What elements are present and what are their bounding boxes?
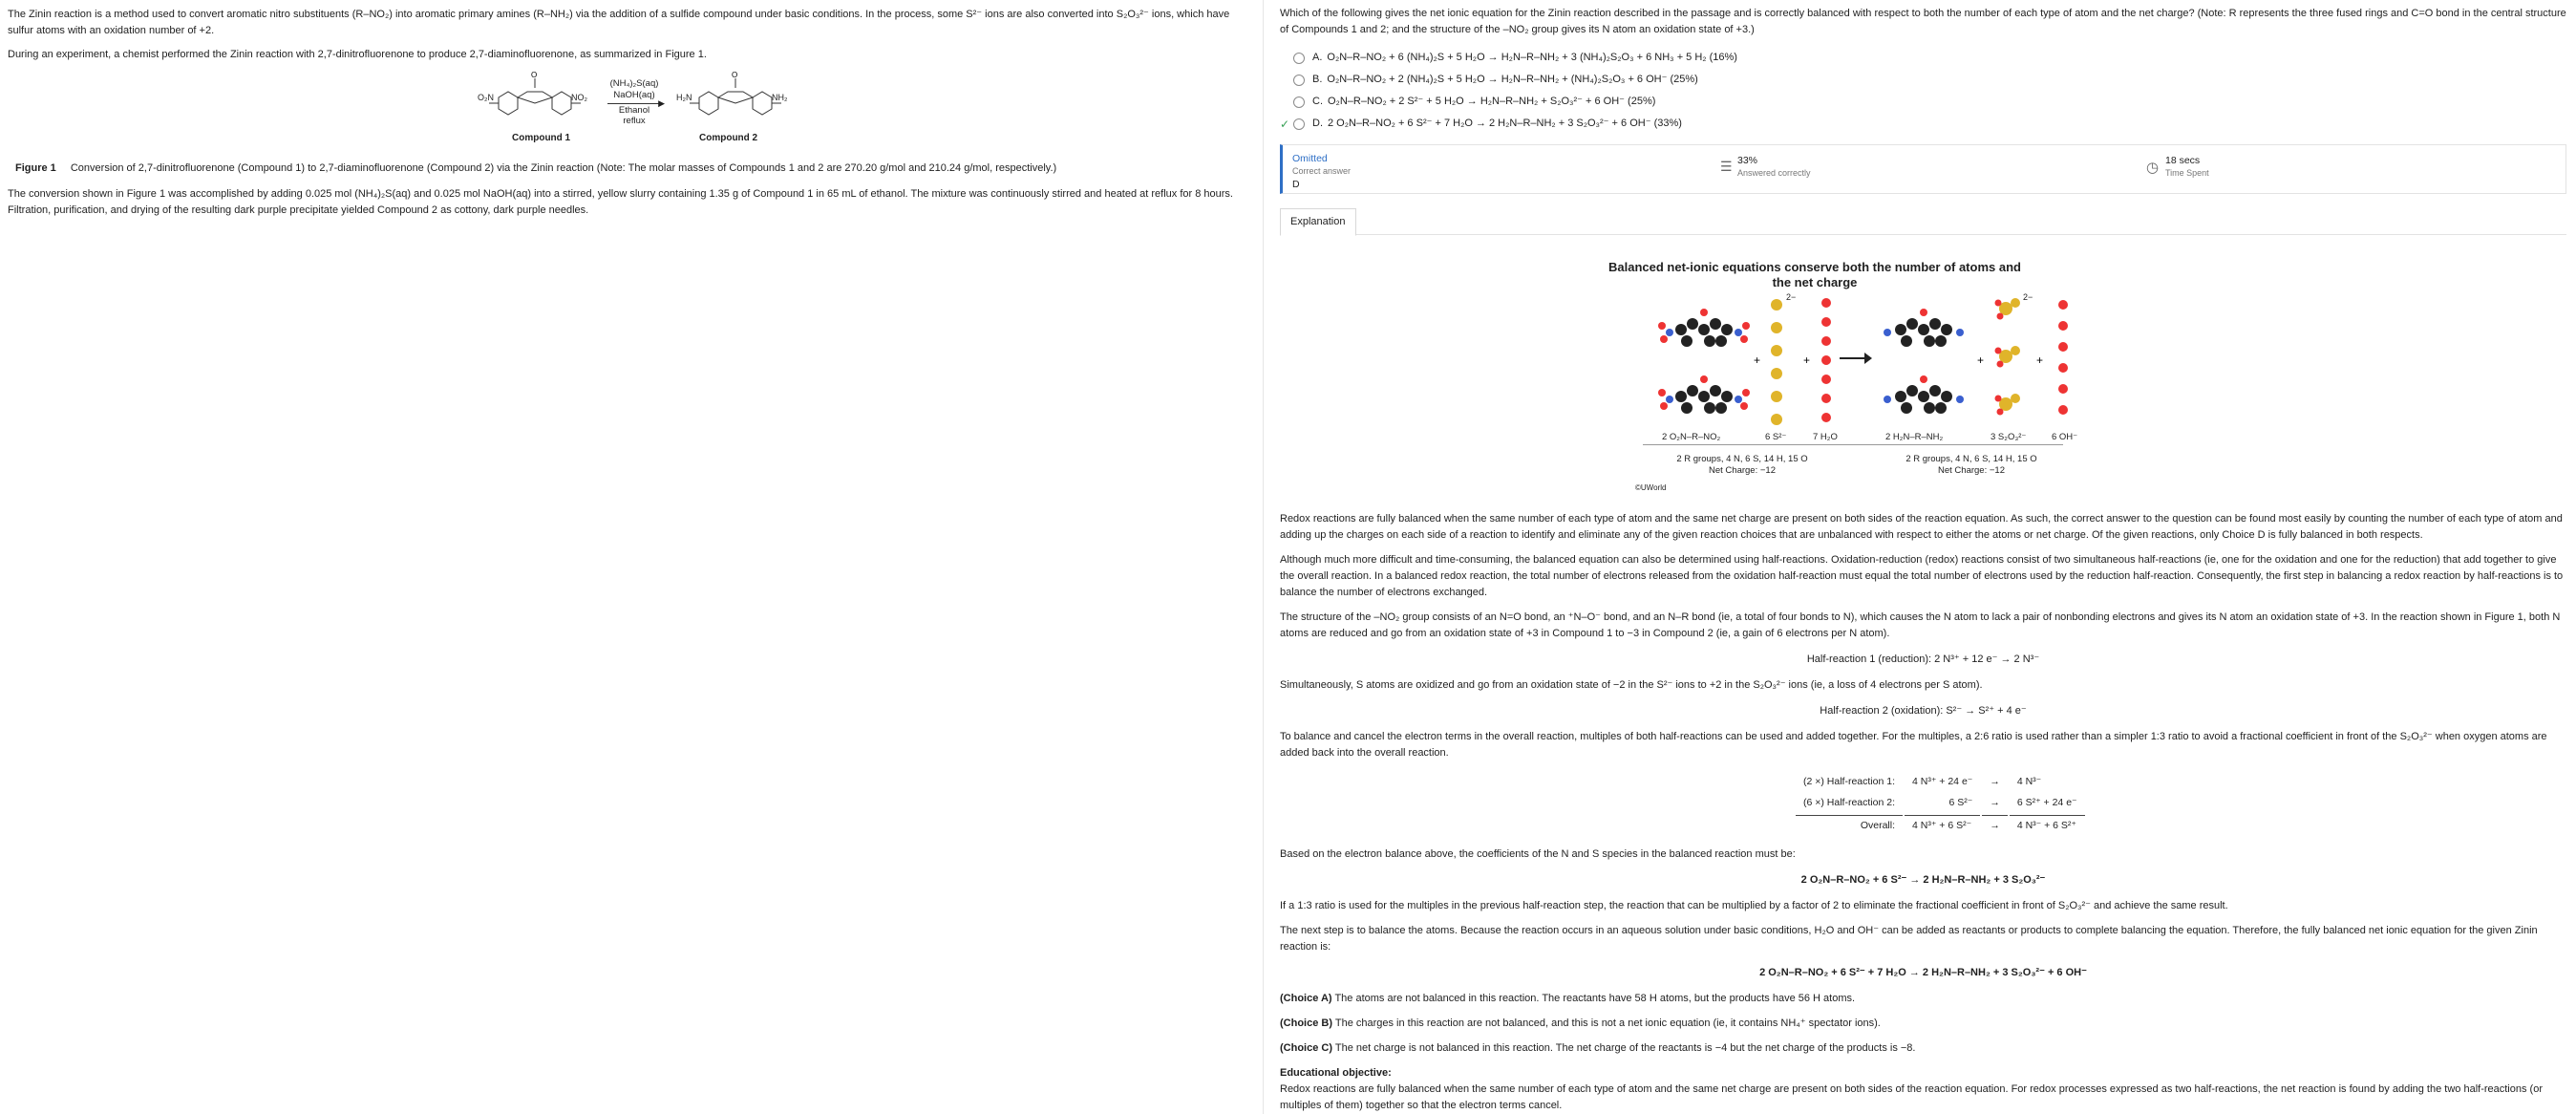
educational-objective-label: Educational objective: <box>1280 1067 1392 1080</box>
reactant-molecules <box>1675 318 1733 414</box>
product-formula: 2 H₂N–R–NH₂ <box>1885 431 1944 442</box>
figure-label: Figure 1 <box>15 162 56 175</box>
row3-arrow: → <box>1982 815 2008 835</box>
passage-paragraph-1: The Zinin reaction is a method used to convert aromatic nitro substituents (R–NO₂) into aromatic primary amines (R–NH₂) via the addition of a sulfide compound under basic conditions. In the process, some S²⁻ ions are also converted into S₂O₃²⁻ ions, which have sulfur atoms with an oxidation number of +2. <box>8 9 1230 37</box>
equation-1: 2 O₂N–R–NO₂ + 6 S²⁻ → 2 H₂N–R–NH₂ + 3 S₂O₃²⁻ <box>1800 874 2046 886</box>
table-row <box>1796 772 2085 791</box>
svg-text:+: + <box>2036 353 2044 367</box>
choice-c-reason: The net charge is not balanced in this reaction. The net charge of the reactants is −4 but the net charge of the products is −8. <box>1334 1042 1916 1055</box>
answer-stats-bar <box>1280 144 2566 194</box>
explanation-paragraph-7: If a 1:3 ratio is used for the multiples in the previous half-reaction step, the reaction that can be multiplied by a factor of 2 to eliminate the fractional coefficient in front of S₂O₃²⁻ and achieve the same result. <box>1280 900 2228 912</box>
correct-answer-label: Correct answer <box>1292 166 1352 177</box>
choice-a-text: O₂N–R–NO₂ + 6 (NH₄)₂S + 5 H₂O → H₂N–R–NH₂ + 3 (NH₄)₂S₂O₃ + 6 NH₃ + 5 H₂ (16%) <box>1327 52 1737 64</box>
question-pane <box>1280 0 2566 1114</box>
sulfide-ions <box>1771 299 1782 425</box>
percent-correct: 33% <box>1737 155 1758 167</box>
compound-1-right-group: NO₂ <box>571 93 587 103</box>
hydroxide-label: 6 OH⁻ <box>2052 431 2078 442</box>
choice-b-text: O₂N–R–NO₂ + 2 (NH₄)₂S + 5 H₂O → H₂N–R–NH₂ + (NH₄)₂S₂O₃ + 6 OH⁻ (25%) <box>1327 74 1698 86</box>
table-row <box>1796 793 2085 812</box>
choice-b-explanation <box>1280 1016 2566 1032</box>
choice-a-reason: The atoms are not balanced in this reaction. The reactants have 58 H atoms, but the products have 56 H atoms. <box>1334 993 1856 1005</box>
svg-text:+: + <box>1803 353 1811 367</box>
reaction-conditions <box>607 78 665 127</box>
condition: reflux <box>623 116 646 127</box>
row1-right: 4 N³⁻ <box>2016 776 2042 788</box>
table-row <box>1796 815 2085 835</box>
reactant-atom-count: 2 R groups, 4 N, 6 S, 14 H, 15 O <box>1676 453 1808 464</box>
passage-paragraph-2: During an experiment, a chemist performed the Zinin reaction with 2,7-dinitrofluorenone to produce 2,7-diaminofluorenone, as summarized in Figure 1. <box>8 49 707 61</box>
educational-objective-text: Redox reactions are fully balanced when the same number of each type of atom and the same net charge are present on both sides of the reaction equation. For redox processes expressed as two half-reactions, the net reaction is found by adding the two half-reactions (or multiples of them) together so that the electron terms cancel. <box>1280 1083 2543 1112</box>
explanation-paragraph-5: To balance and cancel the electron terms in the overall reaction, multiples of both half-reactions can be used and added together. For the multiples, a 2:6 ratio is used rather than a simpler 1:3 ratio to avoid a fractional coefficient in front of the S₂O₃²⁻ when oxygen atoms are added back into the overall reaction. <box>1280 731 2547 760</box>
reagent-2: NaOH(aq) <box>613 89 655 100</box>
question-stem: Which of the following gives the net ionic equation for the Zinin reaction described in the passage and is correctly balanced with respect to both the number of each type of atom and the net charge? (Note: R represents the three fused rings and C=O bond in the central structure of Compounds 1 and 2; and the structure of the –NO₂ group gives its N atom an oxidation state of +3.) <box>1280 8 2566 36</box>
compound-2-left-group: H₂N <box>676 93 692 103</box>
row2-right: 6 S²⁺ + 24 e⁻ <box>2016 797 2077 809</box>
row1-arrow: → <box>1990 776 2000 788</box>
svg-text:+: + <box>1977 353 1985 367</box>
choice-b-radio[interactable] <box>1293 75 1305 86</box>
choice-c-text: O₂N–R–NO₂ + 2 S²⁻ + 5 H₂O → H₂N–R–NH₂ + S₂O₃²⁻ + 6 OH⁻ (25%) <box>1328 96 1656 108</box>
reaction-arrow: ▶ <box>607 103 661 104</box>
choice-b-reason: The charges in this reaction are not balanced, and this is not a net ionic equation (ie, it contains NH₄⁺ spectator ions). <box>1334 1018 1881 1030</box>
reactant-formula: 2 O₂N–R–NO₂ <box>1662 431 1721 442</box>
reagent-1: (NH₄)₂S(aq) <box>609 78 659 90</box>
row1-left: 4 N³⁺ + 24 e⁻ <box>1912 776 1973 788</box>
choice-d[interactable] <box>1280 113 2566 135</box>
compound-1-label: Compound 1 <box>512 133 571 144</box>
choice-a-letter: A. <box>1312 52 1323 64</box>
choice-a[interactable] <box>1293 47 2566 69</box>
row3-right: 4 N³⁻ + 6 S²⁺ <box>2010 815 2085 835</box>
solvent: Ethanol <box>618 104 650 116</box>
percent-label: Answered correctly <box>1737 168 1811 179</box>
choice-a-radio[interactable] <box>1293 53 1305 64</box>
status-omitted: Omitted <box>1292 153 1328 165</box>
choice-b-label: (Choice B) <box>1280 1018 1332 1030</box>
educational-objective <box>1280 1065 2566 1114</box>
bracket-line <box>1643 444 2063 445</box>
pane-divider[interactable] <box>1263 0 1264 1114</box>
explanation-paragraph-3: The structure of the –NO₂ group consists of an N=O bond, an ⁺N–O⁻ bond, and an N–R bond (ie, a total of four bonds to N), which causes the N atom to lack a pair of nonbonding electrons and gives its N atom an oxidation state of +3. In the reaction shown in Figure 1, both N atoms are reduced and go from an oxidation state of +3 in Compound 1 to −3 in Compound 2 (ie, a gain of 6 electrons per N atom). <box>1280 611 2561 639</box>
explanation-paragraph-4: Simultaneously, S atoms are oxidized and go from an oxidation state of −2 in the S²⁻ ions to +2 in the S₂O₃²⁻ ions (ie, a loss of 4 electrons per S atom). <box>1280 678 1983 691</box>
explanation-body <box>1280 235 2566 1114</box>
reactant-net-charge: Net Charge: −12 <box>1709 464 1776 476</box>
half-reaction-2: Half-reaction 2 (oxidation): S²⁻ → S²⁺ + 4 e⁻ <box>1820 705 2027 718</box>
choice-a-explanation <box>1280 991 2566 1007</box>
product-net-charge: Net Charge: −12 <box>1938 464 2005 476</box>
percent-block <box>1720 153 1811 179</box>
explanation-paragraph-2: Although much more difficult and time-consuming, the balanced equation can also be determined using half-reactions. Oxidation-reduction (redox) reactions consist of two simultaneous half-reactions (ie, one for the oxidation and one for the reduction) that add together to give the overall reaction. In a balanced redox reaction, the total number of electrons released from the oxidation half-reaction must equal the total number of electrons used by the reduction half-reaction. Consequently, the first step in balancing a redox reaction by half-reactions is to balance the number of electrons exchanged. <box>1280 553 2564 598</box>
equation-2: 2 O₂N–R–NO₂ + 6 S²⁻ + 7 H₂O → 2 H₂N–R–NH₂ + 3 S₂O₃²⁻ + 6 OH⁻ <box>1759 967 2087 979</box>
correct-check-icon: ✓ <box>1280 118 1290 132</box>
explanation-paragraph-6: Based on the electron balance above, the coefficients of the N and S species in the balanced reaction must be: <box>1280 847 1796 860</box>
correct-answer-value: D <box>1292 179 1300 191</box>
compound-1-left-group: O₂N <box>478 93 494 103</box>
time-block <box>2146 153 2209 179</box>
product-count <box>1876 454 2067 478</box>
choice-c-label: (Choice C) <box>1280 1042 1332 1055</box>
figure-1 <box>8 71 1255 147</box>
row3-left: 4 N³⁺ + 6 S²⁻ <box>1905 815 1980 835</box>
illustration <box>1635 291 2140 511</box>
hydroxide-ions <box>2058 300 2068 415</box>
status-block <box>1292 151 1351 192</box>
copyright-credit: ©UWorld <box>1635 482 1667 492</box>
figure-caption-text: Conversion of 2,7-dinitrofluorenone (Compound 1) to 2,7-diaminofluorenone (Compound 2) via the Zinin reaction (Note: The molar masses of Compounds 1 and 2 are 270.20 g/mol and 210.24 g/mol, respectively.) <box>70 162 1057 175</box>
illustration-title: Balanced net-ionic equations conserve both the number of atoms and the net charge <box>1608 260 2021 290</box>
balanced-equation-diagram <box>1643 291 2140 454</box>
choice-c[interactable] <box>1293 91 2566 113</box>
svg-text:+: + <box>1754 353 1761 367</box>
row2-left: 6 S²⁻ <box>1948 797 1973 809</box>
choice-d-text: 2 O₂N–R–NO₂ + 6 S²⁻ + 7 H₂O → 2 H₂N–R–NH₂ + 3 S₂O₃²⁻ + 6 OH⁻ (33%) <box>1328 118 1682 130</box>
choice-b-letter: B. <box>1312 74 1323 86</box>
time-spent: 18 secs <box>2165 155 2201 167</box>
compound-2-right-group: NH₂ <box>772 93 788 103</box>
figure-caption <box>15 161 1255 177</box>
thiosulfate-label: 3 S₂O₃²⁻ <box>1991 431 2027 442</box>
passage-paragraph-3: The conversion shown in Figure 1 was accomplished by adding 0.025 mol (NH₄)₂S(aq) and 0.025 mol NaOH(aq) into a stirred, yellow slurry containing 1.35 g of Compound 1 in 65 mL of ethanol. The mixture was continuously stirred and heated at reflux for 8 hours. Filtration, purification, and drying of the resulting dark purple precipitate yielded Compound 2 as cottony, dark purple needles. <box>8 188 1233 217</box>
electron-balance-table <box>1794 770 2087 837</box>
choice-a-label: (Choice A) <box>1280 993 1332 1005</box>
choice-c-letter: C. <box>1312 96 1323 108</box>
passage-pane <box>0 0 1263 1114</box>
half-reaction-1: Half-reaction 1 (reduction): 2 N³⁺ + 12 e⁻ → 2 N³⁻ <box>1806 653 2040 665</box>
tab-row <box>1280 208 2566 235</box>
answer-choices <box>1280 47 2566 135</box>
row1-label: (2 ×) Half-reaction 1: <box>1803 776 1895 788</box>
bar-chart-icon: ☰ <box>1720 159 1733 175</box>
row3-label: Overall: <box>1796 815 1903 835</box>
explanation-paragraph-8: The next step is to balance the atoms. Because the reaction occurs in an aqueous solution under basic conditions, H₂O and OH⁻ can be added as reactants or products to complete balancing the equation. Therefore, the fully balanced net ionic equation for the given Zinin reaction is: <box>1280 925 2538 953</box>
reactant-count <box>1656 454 1828 478</box>
time-label: Time Spent <box>2165 168 2209 179</box>
svg-text:O: O <box>732 71 738 80</box>
choice-d-radio[interactable] <box>1293 118 1305 130</box>
row2-label: (6 ×) Half-reaction 2: <box>1803 797 1895 809</box>
product-atom-count: 2 R groups, 4 N, 6 S, 14 H, 15 O <box>1905 453 2037 464</box>
charge-label-sulfide: 2− <box>1786 291 1797 302</box>
water-label: 7 H₂O <box>1813 431 1838 442</box>
clock-icon: ◷ <box>2146 160 2160 177</box>
explanation-paragraph-1: Redox reactions are fully balanced when the same number of each type of atom and the same net charge are present on both sides of the reaction equation. As such, the correct answer to the question can be found most easily by counting the number of each type of atom and adding up the charges on each side of a reaction to identify and eliminate any of the given reaction choices that are unbalanced with respect to either the atoms or net charge. Of the given reactions, only Choice D is fully balanced in both respects. <box>1280 512 2563 541</box>
choice-c-explanation <box>1280 1040 2566 1057</box>
charge-label-thiosulfate: 2− <box>2023 291 2033 302</box>
water-molecules <box>1821 298 1831 422</box>
choice-d-letter: D. <box>1312 118 1323 130</box>
svg-text:O: O <box>531 71 538 80</box>
choice-b[interactable] <box>1293 69 2566 91</box>
sulfide-label: 6 S²⁻ <box>1765 431 1787 442</box>
tab-explanation[interactable]: Explanation <box>1280 208 1356 236</box>
choice-c-radio[interactable] <box>1293 96 1305 108</box>
row2-arrow: → <box>1990 797 2000 809</box>
product-molecules <box>1895 318 1952 414</box>
compound-2-label: Compound 2 <box>699 133 758 144</box>
